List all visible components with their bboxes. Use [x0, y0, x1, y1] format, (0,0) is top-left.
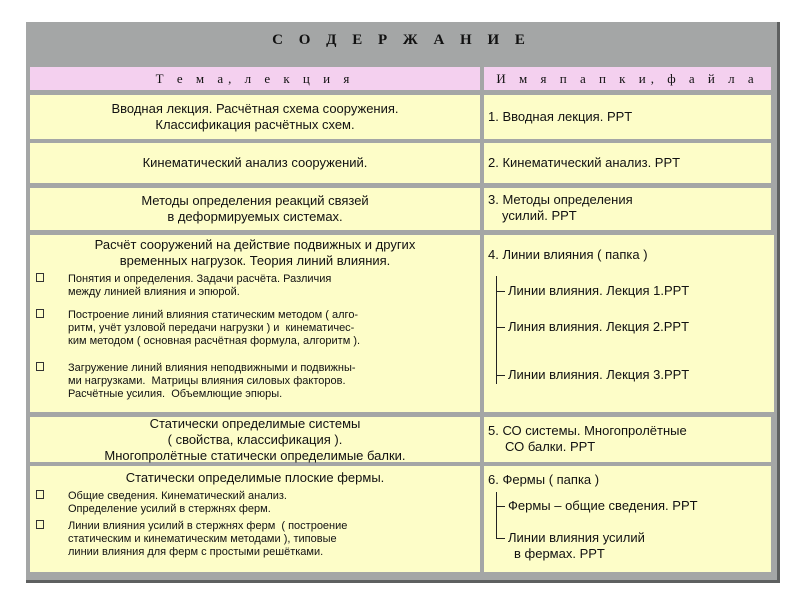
row2-topic[interactable]: [30, 143, 480, 183]
row5-topic-line: Статически определимые системы: [149, 415, 361, 431]
file-link[interactable]: 5. СО системы. Многопролётные: [488, 423, 687, 438]
row3-topic-line: в деформируемых системах.: [167, 209, 343, 224]
folder-bracket-tick: [496, 291, 505, 292]
row3-file[interactable]: [484, 188, 771, 230]
row1-topic-line: Вводная лекция. Расчётная схема сооружения.: [111, 101, 399, 116]
header-topic: Т е м а, л е к ц и я: [30, 67, 480, 90]
row4-topic[interactable]: [30, 235, 480, 412]
row1-topic-line: Классификация расчётных схем.: [155, 117, 355, 132]
row3-topic-line: Методы определения реакций связей: [141, 193, 369, 208]
file-link[interactable]: Фермы – общие сведения. PPT: [508, 498, 698, 513]
bullet-text: Линии влияния усилий в стержнях ферм ( построение статическим и кинематическим методами ), типовые линии влияния для ферм с простыми решётками.: [68, 520, 348, 558]
row5-topic[interactable]: [30, 417, 480, 462]
row6-topic-heading: Статически определимые плоские фермы.: [125, 470, 385, 485]
row6-topic[interactable]: [30, 466, 480, 572]
row5-file[interactable]: [484, 417, 771, 462]
bullet-box-icon: [36, 309, 44, 318]
page-title: С О Д Е Р Ж А Н И Е: [272, 32, 531, 48]
file-link[interactable]: Линии влияния усилий: [508, 530, 645, 545]
file-link[interactable]: 1. Вводная лекция. PPT: [488, 109, 633, 124]
folder-bracket-tick: [496, 327, 505, 328]
file-link[interactable]: 3. Методы определения: [488, 192, 633, 207]
file-link[interactable]: Линия влияния. Лекция 2.PPT: [508, 319, 690, 334]
row5-topic-line: ( свойства, классификация ).: [167, 431, 343, 447]
row4-topic-line: Расчёт сооружений на действие подвижных и других: [94, 237, 416, 252]
folder-label[interactable]: 4. Линии влияния ( папка ): [488, 247, 648, 262]
bullet-box-icon: [36, 520, 44, 529]
header-folder: И м я п а п к и, ф а й л а: [484, 67, 771, 90]
row4-folder[interactable]: [484, 235, 774, 412]
file-link[interactable]: СО балки. PPT: [505, 439, 596, 454]
row2-topic-line: Кинематический анализ сооружений.: [142, 155, 368, 170]
file-link[interactable]: в фермах. PPT: [514, 546, 605, 561]
bullet-text: Загружение линий влияния неподвижными и подвижны- ми нагрузками. Матрицы влияния силовых факторов. Расчётные усилия. Объемлющие эпюры.: [68, 362, 356, 400]
file-link[interactable]: 2. Кинематический анализ. PPT: [488, 155, 681, 170]
bullet-text: Понятия и определения. Задачи расчёта. Различия между линией влияния и эпюрой.: [68, 273, 332, 298]
row6-folder[interactable]: [484, 466, 771, 572]
folder-label[interactable]: 6. Фермы ( папка ): [488, 472, 600, 487]
folder-bracket-tick: [496, 538, 505, 539]
folder-bracket: [496, 492, 497, 538]
file-link[interactable]: Линии влияния. Лекция 3.PPT: [508, 367, 690, 382]
folder-bracket-tick: [496, 375, 505, 376]
file-link[interactable]: усилий. PPT: [502, 208, 577, 223]
bullet-text: Построение линий влияния статическим методом ( алго- ритм, учёт узловой передачи нагрузки ) и кинематичес- ким методом ( основная расчётная формула, алгоритм ).: [68, 309, 361, 347]
row5-topic-line: Многопролётные статически определимые балки.: [104, 447, 406, 463]
folder-bracket-tick: [496, 506, 505, 507]
row1-file[interactable]: [484, 95, 771, 139]
file-link[interactable]: Линии влияния. Лекция 1.PPT: [508, 283, 690, 298]
row4-topic-heading: [30, 237, 480, 269]
row4-topic-line: временных нагрузок. Теория линий влияния.: [119, 253, 391, 268]
row2-file[interactable]: [484, 143, 771, 183]
bullet-text: Общие сведения. Кинематический анализ. Определение усилий в стержнях ферм.: [68, 490, 287, 515]
row3-topic[interactable]: [30, 188, 480, 230]
bullet-box-icon: [36, 273, 44, 282]
bullet-box-icon: [36, 362, 44, 371]
bullet-box-icon: [36, 490, 44, 499]
row1-topic[interactable]: [30, 95, 480, 139]
folder-bracket: [496, 276, 497, 384]
content-table-frame: [26, 22, 780, 583]
